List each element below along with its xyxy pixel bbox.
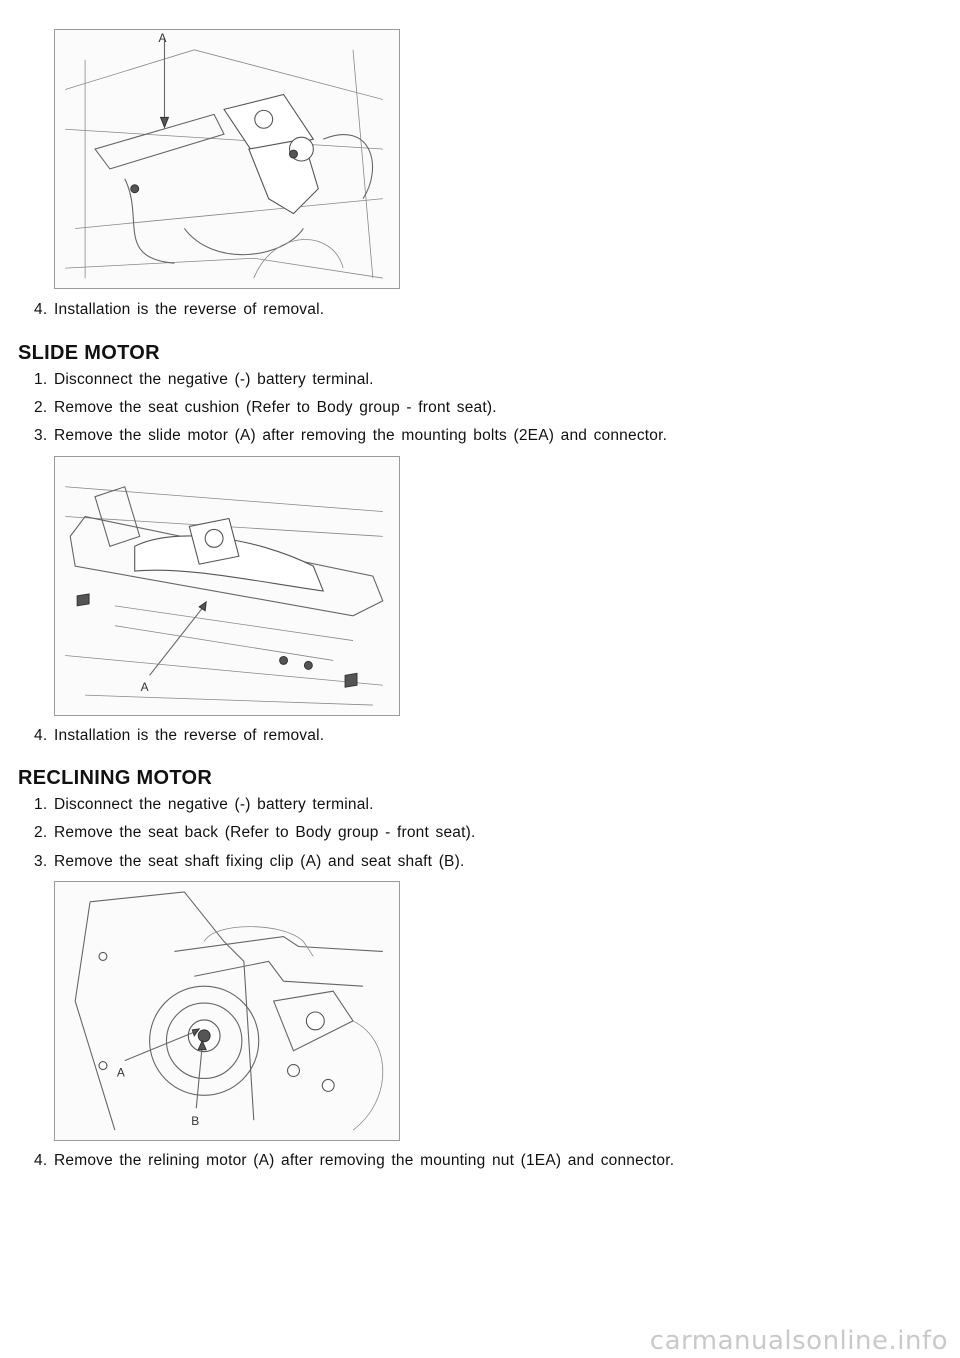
step-install-reverse-2: 4. Installation is the reverse of removal.: [34, 727, 325, 744]
figure-slide-motor: [54, 456, 400, 716]
step-slide-3: 3. Remove the slide motor (A) after removing the mounting bolts (2EA) and connector.: [34, 427, 668, 444]
figure-reclining-motor-drawing: [55, 882, 399, 1140]
step-slide-1: 1. Disconnect the negative (-) battery terminal.: [34, 371, 374, 388]
step-recline-4: 4. Remove the relining motor (A) after removing the mounting nut (1EA) and connector.: [34, 1152, 675, 1169]
heading-slide-motor: SLIDE MOTOR: [18, 342, 160, 364]
step-recline-1: 1. Disconnect the negative (-) battery terminal.: [34, 796, 374, 813]
figure-3-label-b: B: [191, 1114, 200, 1129]
step-recline-2: 2. Remove the seat back (Refer to Body group - front seat).: [34, 824, 476, 841]
figure-reclining-motor: [54, 881, 400, 1141]
step-recline-3: 3. Remove the seat shaft fixing clip (A) and seat shaft (B).: [34, 853, 465, 870]
figure-tilt-motor: [54, 29, 400, 289]
step-slide-2: 2. Remove the seat cushion (Refer to Body group - front seat).: [34, 399, 497, 416]
figure-slide-motor-drawing: [55, 457, 399, 715]
figure-2-label-a: A: [140, 680, 149, 695]
figure-tilt-motor-drawing: [55, 30, 399, 288]
figure-3-label-a: A: [116, 1065, 125, 1080]
step-install-reverse-1: 4. Installation is the reverse of removal.: [34, 301, 325, 318]
heading-reclining-motor: RECLINING MOTOR: [18, 767, 213, 789]
figure-1-label-a: A: [158, 30, 167, 45]
watermark: carmanualsonline.info: [649, 1326, 948, 1356]
